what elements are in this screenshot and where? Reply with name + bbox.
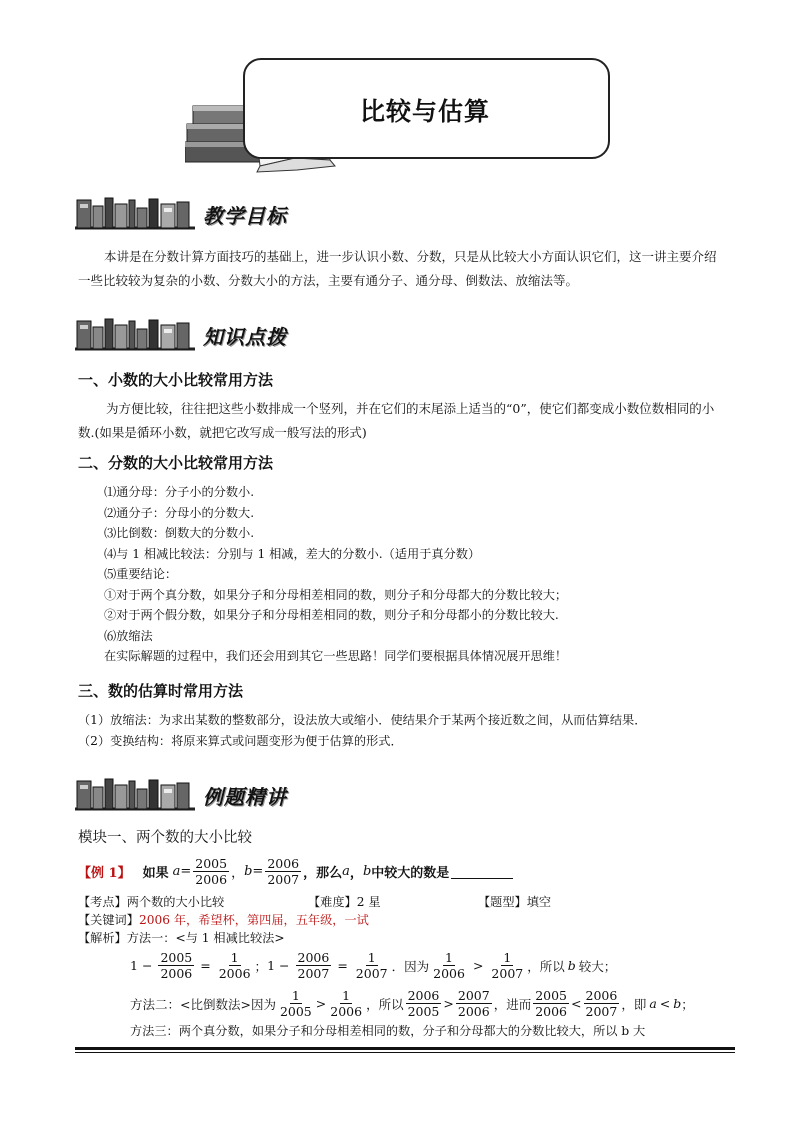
section-header-goals xyxy=(75,192,375,236)
math-text: < xyxy=(659,996,671,1011)
value: 填空 xyxy=(526,895,552,909)
part2-list xyxy=(104,482,744,667)
var-b: b xyxy=(244,864,253,879)
value: 2006 年，希望杯，第四届，五年级，一试 xyxy=(138,913,369,927)
section-title-goals: 教学目标 xyxy=(203,204,287,228)
part1-heading: 一、小数的大小比较常用方法 xyxy=(78,371,274,389)
math-text: < xyxy=(571,996,582,1011)
list-item: ⑹放缩法 xyxy=(104,628,153,643)
fraction: $\frac{2007}{2006}$ xyxy=(457,988,490,1019)
method3-text: 方法三：两个真分数，如果分子和分母相差相同的数，分子和分母都大的分数比较大，所以 b 大 xyxy=(130,1024,646,1038)
math-text: ，进而 xyxy=(493,996,532,1012)
label: 【题型】 xyxy=(478,895,527,909)
label: 【关键词】 xyxy=(78,913,139,927)
var-b: b xyxy=(362,864,372,879)
section-title-knowledge: 知识点拨 xyxy=(203,325,287,349)
math-text: − xyxy=(279,958,290,973)
label: 【解析】 xyxy=(78,931,127,945)
goals-paragraph: 本讲是在分数计算方面技巧的基础上，进一步认识小数、分数，只是从比较大小方面认识它们，这一讲主要介绍一些比较较为复杂的小数、分数大小的方法，主要有通分子、通分母、倒数法、放缩法等。 xyxy=(78,249,717,288)
math-text: > xyxy=(315,996,327,1011)
jiexi-row xyxy=(78,928,285,949)
math-text: 较大； xyxy=(578,958,617,974)
math-text: > xyxy=(472,958,484,973)
part2-heading: 二、分数的大小比较常用方法 xyxy=(78,454,274,472)
list-item: ⑸重要结论： xyxy=(104,567,178,581)
fraction: $\frac{1}{2006}$ xyxy=(433,950,465,981)
part1-paragraph: 为方便比较，往往把这些小数排成一个竖列，并在它们的末尾添上适当的“0”，使它们都变成小数位数相同的小数.(如果是循环小数，就把它改写成一般写法的形式) xyxy=(78,401,715,440)
question-text: ， xyxy=(349,866,363,881)
value: 两个数的大小比较 xyxy=(126,895,225,909)
math-text: 1 xyxy=(130,958,138,973)
math-text: 1 xyxy=(267,958,276,973)
list-item: ⑶比倒数：倒数大的分数小. xyxy=(104,526,255,540)
label: 【难度】 xyxy=(308,895,357,909)
bookshelf-icon xyxy=(75,777,195,811)
method2-equation xyxy=(130,988,694,1019)
math-text: ，即 xyxy=(621,996,647,1012)
fraction: $\frac{2006}{2007}$ xyxy=(297,950,330,981)
part3-list xyxy=(78,710,738,751)
tixing-row xyxy=(478,892,551,913)
equals-sign: = xyxy=(252,864,264,879)
fraction: $\frac{2005}{2006}$ xyxy=(160,950,193,981)
list-item: ②对于两个假分数，如果分子和分母相差相同的数，则分子和分母都小的分数比较大. xyxy=(104,608,559,622)
math-text: ，所以 xyxy=(366,996,404,1012)
section-header-knowledge xyxy=(75,313,375,357)
var-b: b xyxy=(567,958,576,973)
part3-heading: 三、数的估算时常用方法 xyxy=(78,682,244,700)
method1-equation xyxy=(130,950,616,981)
comma: ， xyxy=(231,866,245,881)
example1-question xyxy=(78,856,513,887)
math-text: > xyxy=(443,996,454,1011)
fraction: $\frac{1}{2007}$ xyxy=(355,950,388,981)
equals-sign: = xyxy=(180,864,192,879)
question-text: ，那么 xyxy=(303,866,343,881)
math-text: ； xyxy=(254,958,268,974)
math-text: = xyxy=(337,958,348,973)
fraction: $\frac{1}{2006}$ xyxy=(330,988,363,1019)
label: 【考点】 xyxy=(78,895,127,909)
list-item: （1）放缩法：为求出某数的整数部分，设法放大或缩小．使结果介于某两个接近数之间，从而估算结果． xyxy=(78,713,647,727)
math-text: 方法二：<比倒数法>因为 xyxy=(130,996,276,1012)
list-item: 在实际解题的过程中，我们还会用到其它一些思路！同学们要根据具体情况展开思维！ xyxy=(104,649,568,663)
list-item: ①对于两个真分数，如果分子和分母相差相同的数，则分子和分母都大的分数比较大； xyxy=(104,587,568,602)
list-item: ⑷与 1 相减比较法：分别与 1 相减，差大的分数小.（适用于真分数） xyxy=(104,546,481,561)
list-item: ⑴通分母：分子小的分数小. xyxy=(104,485,255,499)
fraction: $\frac{2005}{2006}$ xyxy=(535,988,568,1019)
bookshelf-icon xyxy=(75,196,195,230)
fraction: $\frac{1}{2006}$ xyxy=(218,950,251,981)
value: 方法一：<与 1 相减比较法> xyxy=(126,931,285,945)
fraction-b: $\frac{2006}{2007}$ xyxy=(267,856,300,887)
list-item: ⑵通分子：分母小的分数大. xyxy=(104,505,255,520)
fraction: $\frac{1}{2005}$ xyxy=(279,988,312,1019)
answer-blank[interactable] xyxy=(451,864,513,879)
question-text: 如果 xyxy=(142,866,169,881)
list-item: （2）变换结构：将原来算式或问题变形为便于估算的形式． xyxy=(78,733,403,748)
var-a: a xyxy=(649,996,657,1011)
var-a: a xyxy=(342,864,350,879)
math-text: − xyxy=(141,958,153,973)
fraction-a: $\frac{2005}{2006}$ xyxy=(195,856,228,887)
math-text: ．因为 xyxy=(391,958,430,974)
fraction: $\frac{2006}{2007}$ xyxy=(585,988,618,1019)
math-text: ； xyxy=(681,996,694,1012)
value: 2 星 xyxy=(356,895,381,909)
section-title-examples: 例题精讲 xyxy=(203,785,287,809)
footer-rule xyxy=(75,1047,735,1050)
math-text: ，所以 xyxy=(527,958,565,974)
fraction: $\frac{2006}{2005}$ xyxy=(407,988,440,1019)
bookshelf-icon xyxy=(75,317,195,351)
page-title: 比较与估算 xyxy=(360,97,491,126)
footer-rule-thin xyxy=(75,1052,735,1053)
module1-heading: 模块一、两个数的大小比较 xyxy=(78,830,252,846)
example-tag: 【例 1】 xyxy=(78,866,131,881)
math-text: = xyxy=(200,958,211,973)
var-b: b xyxy=(673,996,682,1011)
section-header-examples xyxy=(75,773,375,817)
question-text: 中较大的数是 xyxy=(371,866,450,881)
fraction: $\frac{1}{2007}$ xyxy=(491,950,524,981)
var-a: a xyxy=(172,864,181,879)
